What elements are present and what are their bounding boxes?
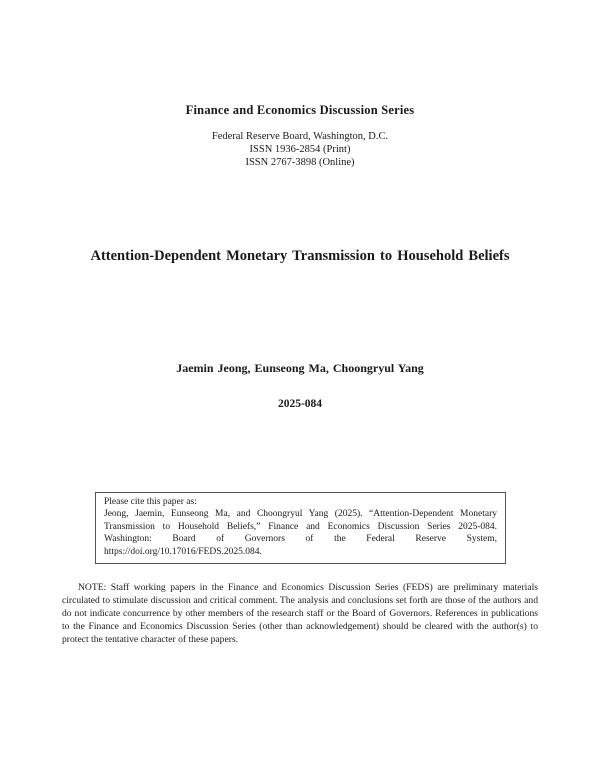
affiliation: Federal Reserve Board, Washington, D.C. [211,131,389,142]
document-header [0,103,600,169]
series-title: Finance and Economics Discussion Series [185,103,415,117]
note-paragraph: NOTE: Staff working papers in the Finance and Economics Discussion Series (FEDS) are preliminary materials circulated to stimulate discussion and critical comment. The analysis and conclusions set forth are those of the authors and do not indicate concurrence by other members of the research staff or the Board of Governors. References in publications to the Finance and Economics Discussion Series (other than acknowledgement) should be cleared with the author(s) to protect the tentative character of these papers. [62,582,538,645]
citation-box [95,492,506,564]
paper-number: 2025-084 [277,398,323,410]
authors-line: Jaemin Jeong, Eunseong Ma, Choongryul Yang [176,361,424,375]
issn-online: ISSN 2767-3898 (Online) [245,156,355,168]
citation-label: Please cite this paper as: [104,497,197,507]
citation-text: Jeong, Jaemin, Eunseong Ma, and Choongryul Yang (2025). “Attention-Dependent Monetary Transmission to Household Beliefs,” Finance and Economics Discussion Series 2025-084. Washington: Board of Governors of the Federal Reserve System, https://doi.org/10.17016/FEDS.2025.084. [104,509,497,557]
paper-title-text: Attention-Dependent Monetary Transmission to Household Beliefs [90,248,510,264]
paper-title [0,247,600,265]
issn-print: ISSN 1936-2854 (Print) [249,143,351,155]
